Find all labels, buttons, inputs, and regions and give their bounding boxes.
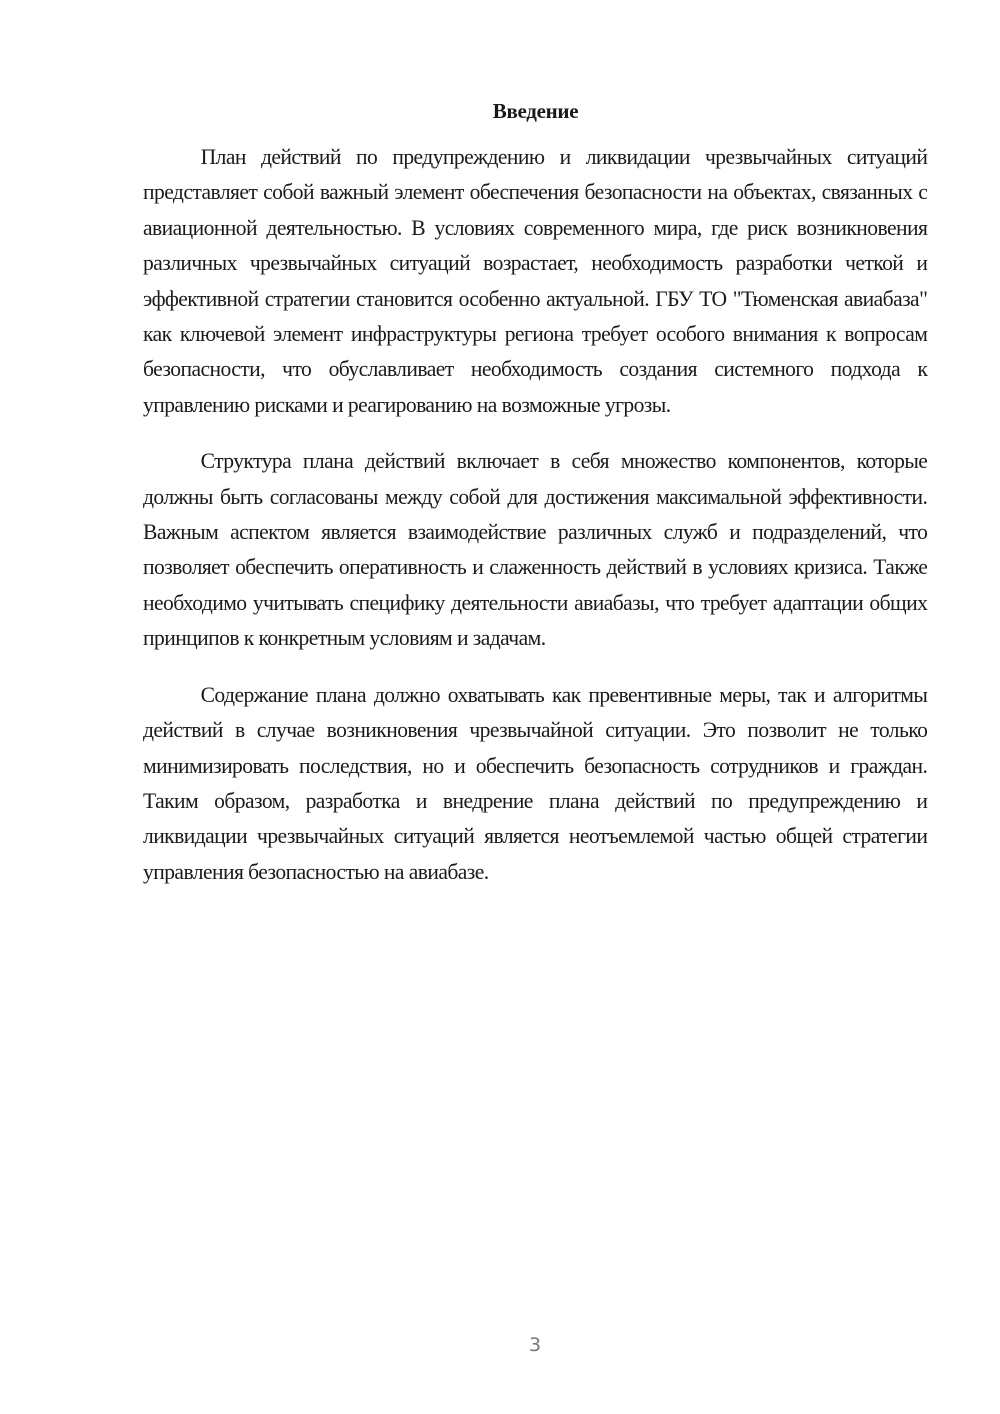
paragraph-intro: План действий по предупреждению и ликвидации чрезвычайных ситуаций представляет собой важный элемент обеспечения безопасности на объектах, связанных с авиационной деятельностью. В условиях современного мира, где риск возникновения различных чрезвычайных ситуаций возрастает, необходимость разработки четкой и эффективной стратегии становится особенно актуальной. ГБУ ТО "Тюменская авиабаза" как ключевой элемент инфраструктуры региона требует особого внимания к вопросам безопасности, что обуславливает необходимость создания системного подхода к управлению рисками и реагированию на возможные угрозы. xyxy=(143,144,928,417)
paragraph-structure: Структура плана действий включает в себя множество компонентов, которые должны быть согласованы между собой для достижения максимальной эффективности. Важным аспектом является взаимодействие различных служб и подразделений, что позволяет обеспечить оперативность и слаженность действий в условиях кризиса. Также необходимо учитывать специфику деятельности авиабазы, что требует адаптации общих принципов к конкретным условиям и задачам. xyxy=(143,448,928,651)
document-page xyxy=(143,95,928,910)
section-title: Введение xyxy=(492,99,579,123)
paragraph-content: Содержание плана должно охватывать как превентивные меры, так и алгоритмы действий в случае возникновения чрезвычайной ситуации. Это позволит не только минимизировать последствия, но и обеспечить безопасность сотрудников и граждан. Таким образом, разработка и внедрение плана действий по предупреждению и ликвидации чрезвычайных ситуаций является неотъемлемой частью общей стратегии управления безопасностью на авиабазе. xyxy=(143,681,928,884)
page-number: 3 xyxy=(528,1334,542,1356)
